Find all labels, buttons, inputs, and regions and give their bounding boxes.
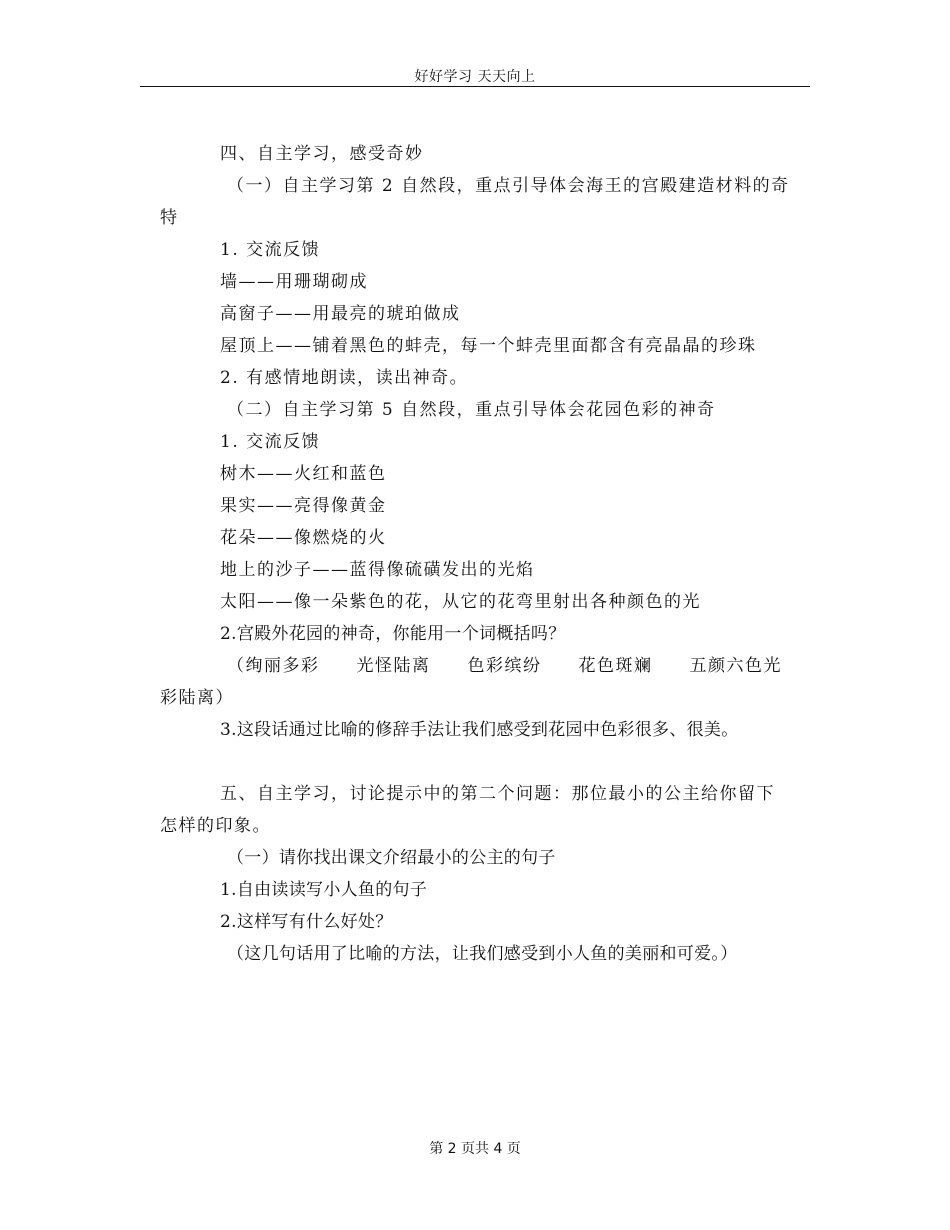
list-item: （绚丽多彩 光怪陆离 色彩缤纷 花色斑斓 五颜六色光彩陆离） (160, 656, 782, 708)
list-item: 3.这段话通过比喻的修辞手法让我们感受到花园中色彩很多、很美。 (220, 720, 739, 740)
subsection-heading: （二）自主学习第 5 自然段，重点引导体会花园色彩的神奇 (227, 400, 716, 420)
list-item: （这几句话用了比喻的方法，让我们感受到小人鱼的美丽和可爱。） (227, 944, 738, 964)
list-item: 1. 交流反馈 (220, 240, 321, 260)
list-item: 墙——用珊瑚砌成 (220, 272, 368, 292)
page-footer: 第 2 页共 4 页 (429, 1141, 521, 1157)
list-item: 屋顶上——铺着黑色的蚌壳，每一个蚌壳里面都含有亮晶晶的珍珠 (220, 336, 757, 356)
list-item: 果实——亮得像黄金 (220, 496, 387, 516)
list-item: 地上的沙子——蓝得像硫磺发出的光焰 (220, 560, 535, 580)
header-divider (140, 86, 810, 87)
subsection-heading: （一）请你找出课文介绍最小的公主的句子 (227, 848, 556, 868)
list-item: 1. 交流反馈 (220, 432, 321, 452)
list-item: 1.自由读读写小人鱼的句子 (220, 880, 428, 900)
list-item: 2.这样写有什么好处？ (220, 912, 393, 932)
list-item: 2. 有感情地朗读，读出神奇。 (220, 368, 469, 388)
list-item: 高窗子——用最亮的琥珀做成 (220, 304, 461, 324)
list-item: 树木——火红和蓝色 (220, 464, 387, 484)
list-item: 太阳——像一朵紫色的花，从它的花弯里射出各种颜色的光 (220, 592, 701, 612)
subsection-heading: （一）自主学习第 2 自然段，重点引导体会海王的宫殿建造材料的奇特 (160, 176, 790, 228)
section-heading-5: 五、自主学习，讨论提示中的第二个问题：那位最小的公主给你留下怎样的印象。 (160, 784, 775, 836)
document-body (160, 138, 790, 970)
page-header: 好好学习 天天向上 (414, 69, 536, 85)
list-item: 花朵——像燃烧的火 (220, 528, 387, 548)
section-heading-4: 四、自主学习，感受奇妙 (220, 144, 424, 164)
list-item: 2.宫殿外花园的神奇，你能用一个词概括吗？ (220, 624, 566, 644)
